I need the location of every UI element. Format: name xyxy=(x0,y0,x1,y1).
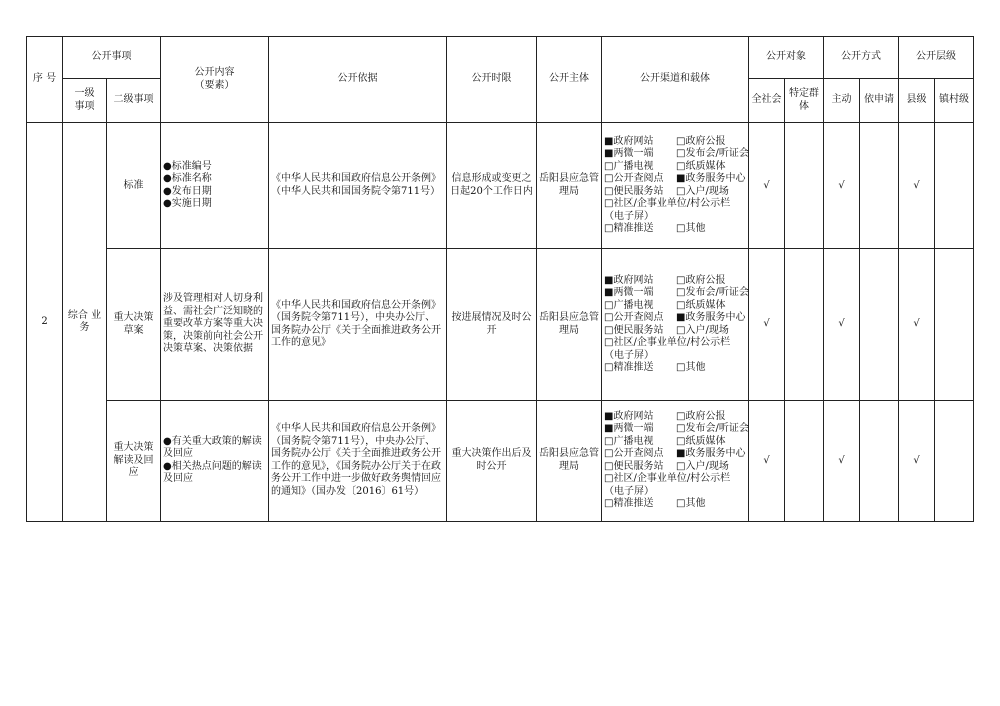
channel-line xyxy=(604,461,746,474)
channel-line xyxy=(604,312,746,325)
channel-line xyxy=(604,498,746,511)
channel-line xyxy=(604,325,746,338)
channel-item: □精准推送 xyxy=(604,223,654,235)
channel-item: □发布会/听证会 xyxy=(676,287,749,299)
channel-item: □公开查阅点 xyxy=(604,312,664,324)
channel-item: □其他 xyxy=(676,498,706,510)
channel-line xyxy=(604,287,749,300)
channel-item: □公开查阅点 xyxy=(604,173,664,185)
channel-line xyxy=(604,300,746,313)
header-level1: 一级 事项 xyxy=(63,79,107,123)
header-target: 公开对象 xyxy=(749,37,824,79)
channel-item: □入户/现场 xyxy=(676,185,729,197)
header-level2: 二级事项 xyxy=(107,79,161,123)
channel-item: □政府公报 xyxy=(676,135,726,147)
empty-cell xyxy=(935,249,974,400)
row-channels xyxy=(602,249,749,400)
row-level2: 重大决策解读及回应 xyxy=(107,400,161,521)
disclosure-table xyxy=(26,36,974,522)
check-tier-county: √ xyxy=(899,123,935,249)
empty-cell xyxy=(785,400,824,521)
channel-line xyxy=(604,198,746,223)
channel-item: □社区/企事业单位/村公示栏（电子屏） xyxy=(604,337,731,361)
channel-item: □纸质媒体 xyxy=(676,160,726,172)
channel-item: □政府公报 xyxy=(676,274,726,286)
empty-cell xyxy=(935,123,974,249)
channel-item: □广播电视 xyxy=(604,435,654,447)
channel-item: ■政务服务中心 xyxy=(676,173,746,185)
group-level1: 综合 业务 xyxy=(63,123,107,522)
channel-item: □发布会/听证会 xyxy=(676,148,749,160)
check-method-active: √ xyxy=(824,400,860,521)
channel-item: □便民服务站 xyxy=(604,185,664,197)
channel-item: □其他 xyxy=(676,223,706,235)
channel-item: ■两微一端 xyxy=(604,148,654,160)
channel-item: □便民服务站 xyxy=(604,324,664,336)
channel-item: ■政府网站 xyxy=(604,274,654,286)
header-method-apply: 依申请 xyxy=(860,79,899,123)
channel-line xyxy=(604,411,746,424)
channel-item: □公开查阅点 xyxy=(604,448,664,460)
header-target-specific: 特定群体 xyxy=(785,79,824,123)
channel-line xyxy=(604,173,746,186)
row-content: 涉及管理相对人切身利益、需社会广泛知晓的重要改革方案等重大决策，决策前向社会公开决策草案、决策依据 xyxy=(161,249,269,400)
header-tier-county: 县级 xyxy=(899,79,935,123)
channel-item: □发布会/听证会 xyxy=(676,423,749,435)
check-method-active: √ xyxy=(824,249,860,400)
channel-line xyxy=(604,423,749,436)
channel-item: □精准推送 xyxy=(604,498,654,510)
row-basis: 《中华人民共和国政府信息公开条例》（中华人民共和国国务院令第711号） xyxy=(269,123,447,249)
check-tier-county: √ xyxy=(899,400,935,521)
check-method-active: √ xyxy=(824,123,860,249)
channel-line xyxy=(604,275,746,288)
channel-line xyxy=(604,473,746,498)
empty-cell xyxy=(860,123,899,249)
check-target-all: √ xyxy=(749,400,785,521)
row-time: 按进展情况及时公开 xyxy=(447,249,537,400)
channel-line xyxy=(604,436,746,449)
channel-line xyxy=(604,362,746,375)
row-time: 重大决策作出后及时公开 xyxy=(447,400,537,521)
channel-item: □广播电视 xyxy=(604,299,654,311)
channel-item: ■两微一端 xyxy=(604,287,654,299)
row-subject: 岳阳县应急管理局 xyxy=(537,123,602,249)
channel-item: ■两微一端 xyxy=(604,423,654,435)
channel-item: ■政府网站 xyxy=(604,135,654,147)
empty-cell xyxy=(785,249,824,400)
channel-item: □入户/现场 xyxy=(676,460,729,472)
check-target-all: √ xyxy=(749,123,785,249)
empty-cell xyxy=(785,123,824,249)
header-tier: 公开层级 xyxy=(899,37,974,79)
channel-line xyxy=(604,448,746,461)
empty-cell xyxy=(860,249,899,400)
header-basis: 公开依据 xyxy=(269,37,447,123)
channel-line xyxy=(604,223,746,236)
channel-item: □入户/现场 xyxy=(676,324,729,336)
row-content: ●有关重大政策的解读及回应 ●相关热点问题的解读及回应 xyxy=(161,400,269,521)
channel-item: □政府公报 xyxy=(676,410,726,422)
header-subject: 公开主体 xyxy=(537,37,602,123)
header-time: 公开时限 xyxy=(447,37,537,123)
header-tier-town: 镇村级 xyxy=(935,79,974,123)
row-basis: 《中华人民共和国政府信息公开条例》（国务院令第711号），中央办公厅、国务院办公厅《关于全面推进政务公开工作的意见》，《国务院办公厅关于在政务公开工作中进一步做好政务舆情回应的通知》（国办发〔2016〕61号） xyxy=(269,400,447,521)
empty-cell xyxy=(860,400,899,521)
header-target-all: 全社会 xyxy=(749,79,785,123)
channel-line xyxy=(604,186,746,199)
channel-line xyxy=(604,161,746,174)
row-time: 信息形成或变更之日起20个工作日内 xyxy=(447,123,537,249)
header-channel: 公开渠道和载体 xyxy=(602,37,749,123)
check-target-all: √ xyxy=(749,249,785,400)
channel-item: □便民服务站 xyxy=(604,460,664,472)
channel-item: ■政府网站 xyxy=(604,410,654,422)
channel-item: □纸质媒体 xyxy=(676,435,726,447)
row-channels xyxy=(602,123,749,249)
header-content: 公开内容 （要素） xyxy=(161,37,269,123)
channel-item: ■政务服务中心 xyxy=(676,448,746,460)
row-level2: 重大决策草案 xyxy=(107,249,161,400)
row-level2: 标准 xyxy=(107,123,161,249)
channel-line xyxy=(604,148,749,161)
channel-line xyxy=(604,337,746,362)
channel-item: □社区/企事业单位/村公示栏（电子屏） xyxy=(604,198,731,222)
row-subject: 岳阳县应急管理局 xyxy=(537,400,602,521)
channel-item: □广播电视 xyxy=(604,160,654,172)
row-channels xyxy=(602,400,749,521)
header-method: 公开方式 xyxy=(824,37,899,79)
channel-item: □其他 xyxy=(676,362,706,374)
header-matter: 公开事项 xyxy=(63,37,161,79)
channel-item: □社区/企事业单位/村公示栏（电子屏） xyxy=(604,473,731,497)
row-subject: 岳阳县应急管理局 xyxy=(537,249,602,400)
empty-cell xyxy=(935,400,974,521)
row-basis: 《中华人民共和国政府信息公开条例》（国务院令第711号），中央办公厅、国务院办公厅《关于全面推进政务公开工作的意见》 xyxy=(269,249,447,400)
channel-item: ■政务服务中心 xyxy=(676,312,746,324)
check-tier-county: √ xyxy=(899,249,935,400)
group-seq: 2 xyxy=(27,123,63,522)
channel-line xyxy=(604,136,746,149)
header-seq: 序 号 xyxy=(27,37,63,123)
header-method-active: 主动 xyxy=(824,79,860,123)
row-content: ●标准编号 ●标准名称 ●发布日期 ●实施日期 xyxy=(161,123,269,249)
channel-item: □精准推送 xyxy=(604,362,654,374)
channel-item: □纸质媒体 xyxy=(676,299,726,311)
